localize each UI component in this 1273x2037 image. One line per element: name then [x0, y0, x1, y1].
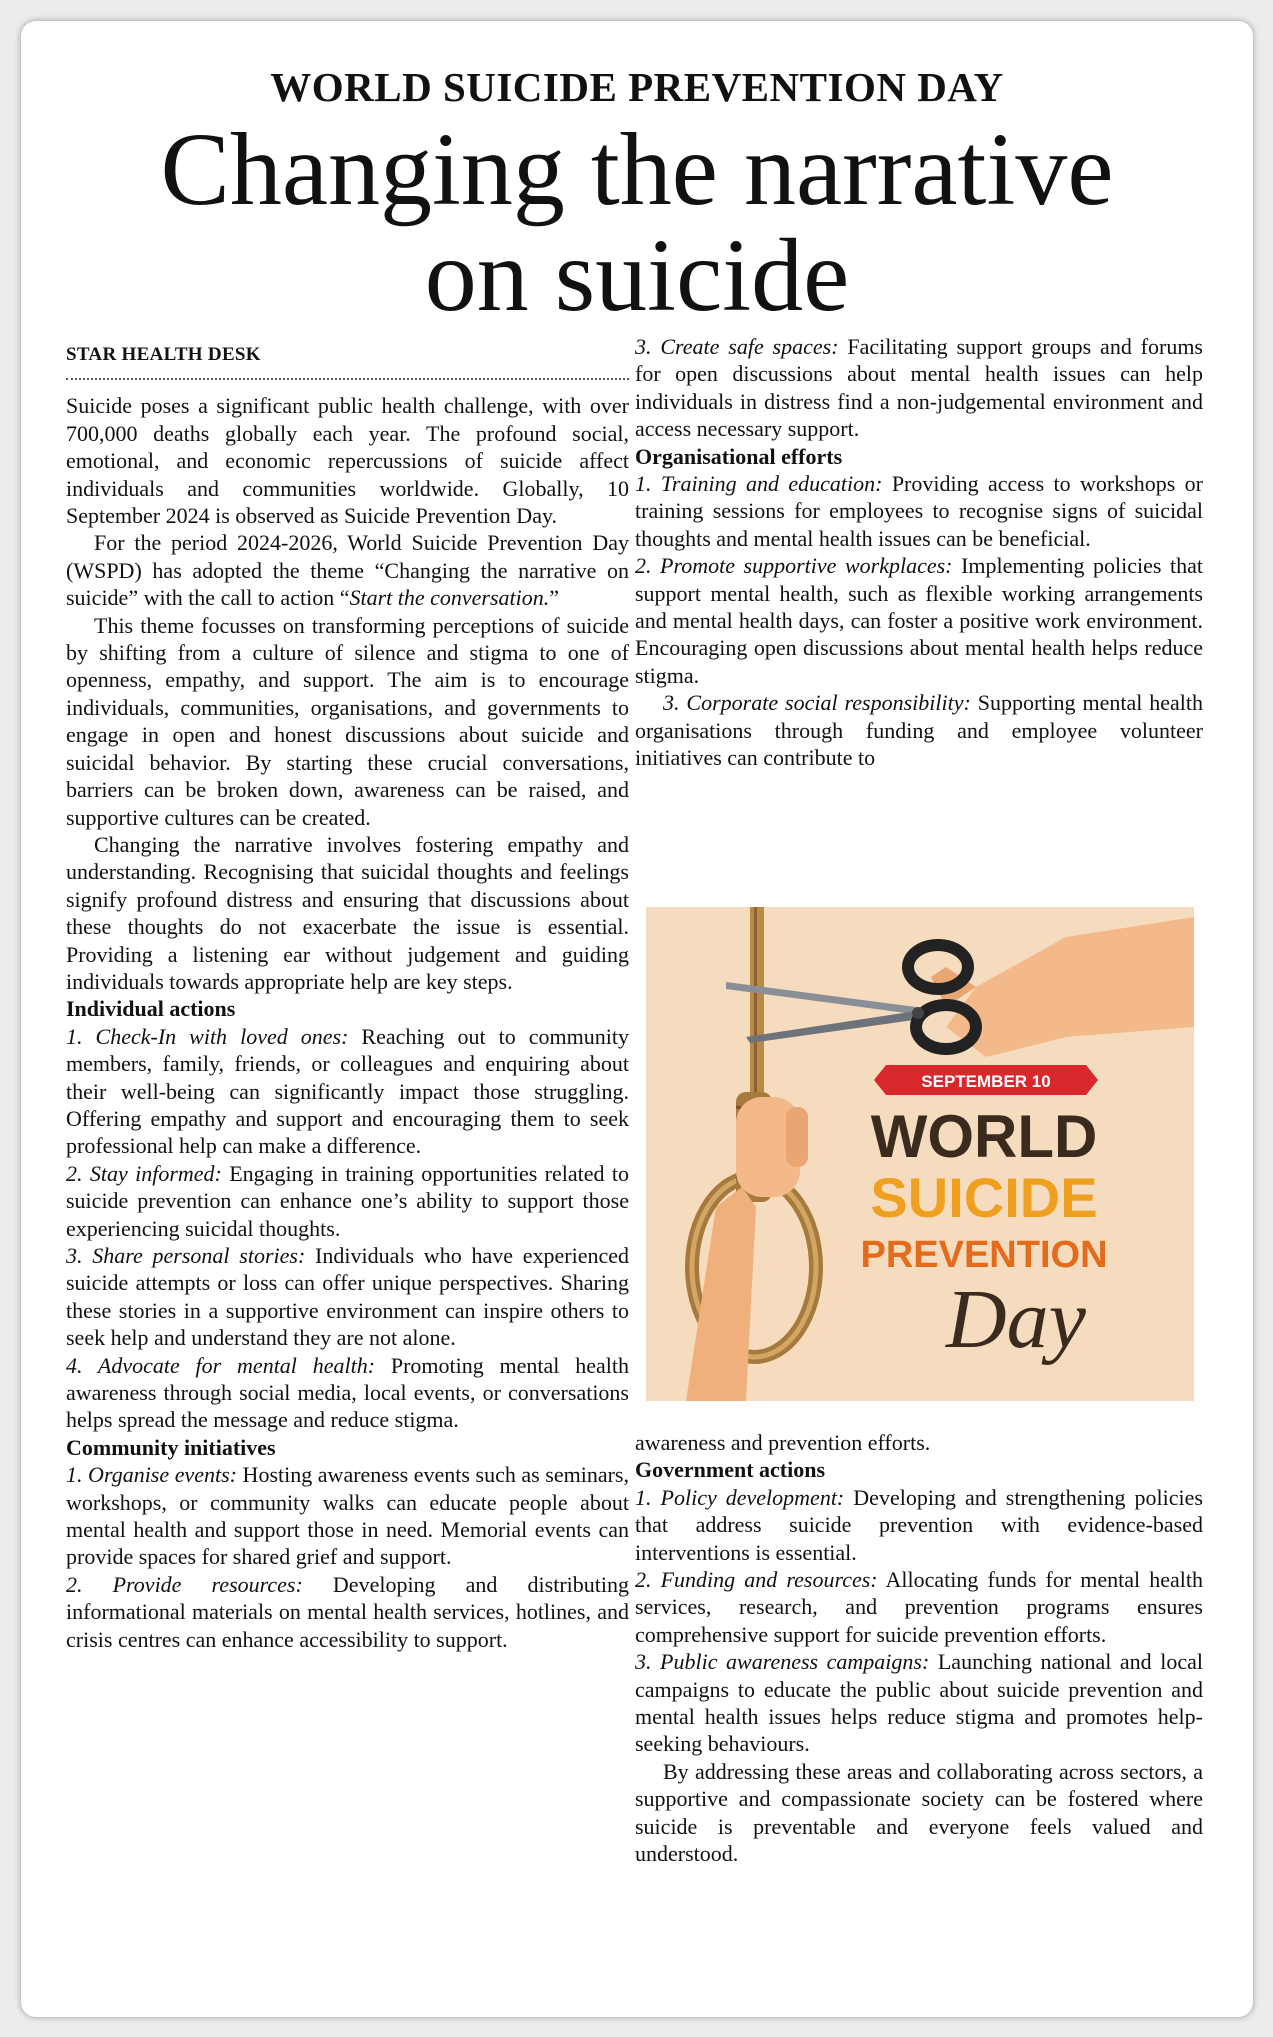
list-item: 2. Provide resources: Developing and distributing informational materials on mental health services, hotlines, and crisis centres can enhance accessibility to support. [66, 1571, 629, 1652]
title-suicide: SUICIDE [870, 1166, 1098, 1229]
newspaper-clipping [20, 20, 1254, 2018]
list-item: 3. Corporate social responsibility: Supporting mental health organisations through funding and employee volunteer initiatives can contribute to [635, 690, 1204, 771]
right-column-top [635, 333, 1203, 772]
list-item: 4. Advocate for mental health: Promoting mental health awareness through social media, local events, or conversations helps spread the message and reduce stigma. [66, 1352, 629, 1433]
list-item: 3. Public awareness campaigns: Launching national and local campaigns to educate the public about suicide prevention and mental health issues helps reduce stigma and promotes help-seeking behaviours. [635, 1649, 1203, 1757]
headline [21, 112, 1253, 333]
list-item: 1. Organise events: Hosting awareness events such as seminars, workshops, or community walks can educate people about mental health and support those in need. Memorial events can provide spaces for shared grief and support. [66, 1462, 629, 1570]
list-item: 2. Funding and resources: Allocating funds for mental health services, research, and prevention programs ensures comprehensive support for suicide prevention efforts. [635, 1567, 1203, 1647]
section-kicker: WORLD SUICIDE PREVENTION DAY [270, 64, 1004, 110]
hand-icon [686, 1097, 808, 1401]
closing-paragraph: By addressing these areas and collaborating across sectors, a supportive and compassionate society can be fostered where suicide is preventable and everyone feels valued and understood. [635, 1758, 1203, 1867]
badge-text: SEPTEMBER 10 [921, 1072, 1051, 1091]
right-column-bottom [635, 1429, 1203, 1868]
list-item: 3. Share personal stories: Individuals who have experienced suicide attempts or loss can offer unique perspectives. Sharing these stories in a supportive environment can inspire others to seek help and understand they are not alone. [66, 1243, 630, 1351]
intro-paragraph-3: This theme focusses on transforming perceptions of suicide by shifting from a culture of silence and stigma to one of openness, empathy, and support. The aim is to encourage individuals, communities, organisations, and governments to engage in open and honest discussions about suicide and suicidal behavior. By starting these crucial conversations, barriers can be broken down, awareness can be raised, and supportive cultures can be created. [66, 612, 629, 830]
list-item: 2. Stay informed: Engaging in training opportunities related to suicide prevention can enhance one’s ability to support those experiencing suicidal thoughts. [66, 1160, 629, 1241]
intro-paragraph-2: For the period 2024-2026, World Suicide Prevention Day (WSPD) has adopted the theme “Changing the narrative on suicide” with the call to action “Start the conversation.” [66, 530, 629, 611]
subheading-government-actions: Government actions [635, 1457, 826, 1483]
headline-line-2: on suicide [424, 218, 850, 333]
wspd-illustration [646, 907, 1194, 1401]
title-prevention: PREVENTION [860, 1234, 1108, 1276]
list-item: 3. Create safe spaces: Facilitating support groups and forums for open discussions about mental health issues can help individuals in distress find a non-judgemental environment and access necessary support. [635, 334, 1203, 442]
title-world: WORLD [870, 1103, 1098, 1170]
list-item: 2. Promote supportive workplaces: Implementing policies that support mental health, such as flexible working arrangements and mental health days, can foster a positive work environment. Encouraging open discussions about mental health helps reduce stigma. [635, 553, 1203, 688]
intro-paragraph-1: Suicide poses a significant public health challenge, with over 700,000 deaths globally each year. The profound social, emotional, and economic repercussions of suicide affect individuals and communities worldwide. Globally, 10 September 2024 is observed as Suicide Prevention Day. [66, 393, 629, 529]
illustration-graphic [646, 907, 1194, 1401]
intro-paragraph-4: Changing the narrative involves fostering empathy and understanding. Recognising that suicidal thoughts and feelings signify profound distress and ensuring that discussions about these thoughts do not exacerbate the issue is essential. Providing a listening ear without judgement and guiding individuals towards appropriate help are key steps. [66, 831, 629, 994]
list-item: 1. Policy development: Developing and strengthening policies that address suicide prevention with evidence-based interventions is essential. [635, 1484, 1203, 1565]
subheading-organisational-efforts: Organisational efforts [635, 443, 843, 469]
left-column [66, 341, 629, 1653]
continuation-text: awareness and prevention efforts. [635, 1430, 931, 1455]
byline: STAR HEALTH DESK [66, 341, 629, 380]
subheading-individual-actions: Individual actions [66, 996, 236, 1022]
list-item: 1. Check-In with loved ones: Reaching out to community members, family, friends, or colleagues and enquiring about their well-being can significantly impact those struggling. Offering empathy and support and encouraging them to seek professional help can make a difference. [66, 1023, 629, 1159]
subheading-community-initiatives: Community initiatives [66, 1434, 276, 1460]
title-day: Day [946, 1273, 1086, 1366]
list-item: 1. Training and education: Providing access to workshops or training sessions for employees to recognise signs of suicidal thoughts and mental health issues can be beneficial. [635, 471, 1203, 551]
headline-line-1: Changing the narrative [160, 112, 1114, 227]
